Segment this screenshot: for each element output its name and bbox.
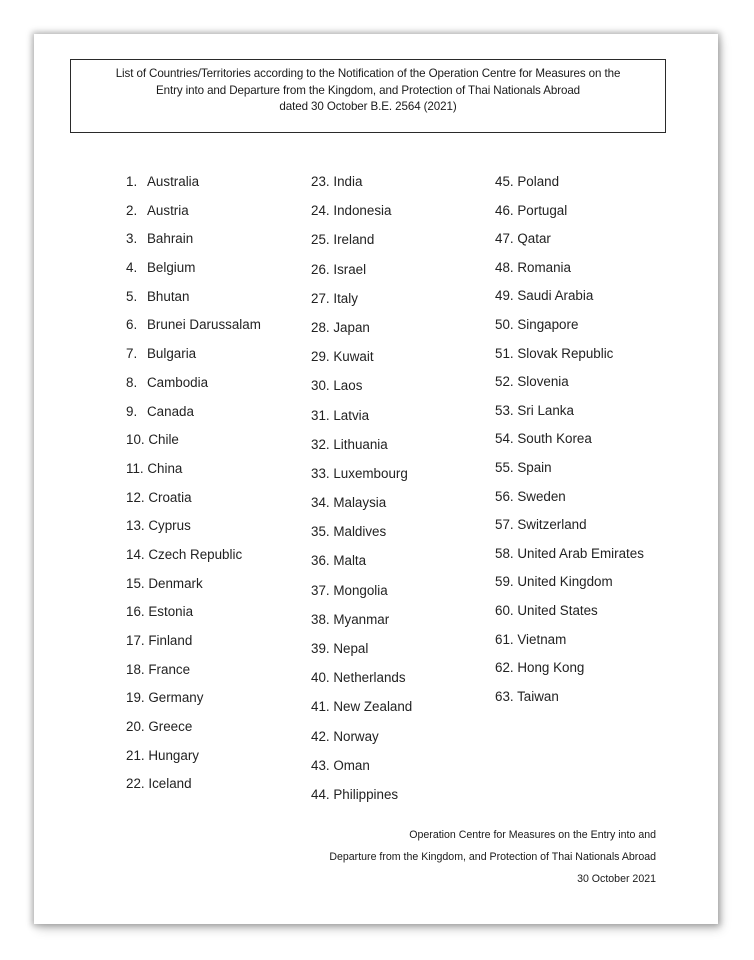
list-item bbox=[126, 260, 261, 289]
list-item bbox=[311, 583, 412, 612]
country-name: Japan bbox=[333, 319, 370, 335]
list-item bbox=[495, 231, 644, 260]
list-item bbox=[126, 633, 261, 662]
country-name: China bbox=[147, 460, 183, 476]
country-name: Ireland bbox=[333, 232, 375, 248]
item-number: 20. bbox=[126, 719, 145, 735]
item-number: 46. bbox=[495, 202, 514, 218]
item-number: 42. bbox=[311, 728, 330, 744]
list-item bbox=[311, 553, 412, 582]
country-name: Cyprus bbox=[148, 518, 191, 534]
list-item bbox=[495, 431, 644, 460]
country-name: Laos bbox=[333, 378, 363, 394]
country-list-column-1 bbox=[126, 174, 261, 805]
list-item bbox=[495, 174, 644, 203]
country-name: Denmark bbox=[148, 575, 203, 591]
list-item bbox=[311, 320, 412, 349]
list-item bbox=[495, 260, 644, 289]
country-name: Slovenia bbox=[517, 374, 569, 390]
list-item bbox=[126, 375, 261, 404]
item-number: 57. bbox=[495, 517, 514, 533]
country-name: Malaysia bbox=[333, 495, 387, 511]
country-name: Austria bbox=[147, 202, 189, 218]
list-item bbox=[311, 174, 412, 203]
item-number: 8. bbox=[126, 374, 138, 390]
item-number: 33. bbox=[311, 465, 330, 481]
list-item bbox=[311, 641, 412, 670]
footer-line-1: Operation Centre for Measures on the Entry into and bbox=[409, 829, 656, 841]
list-item bbox=[311, 787, 412, 816]
country-name: Switzerland bbox=[517, 517, 587, 533]
country-name: Chile bbox=[148, 432, 179, 448]
country-name: Indonesia bbox=[333, 203, 392, 219]
country-name: Bahrain bbox=[147, 231, 194, 247]
item-number: 55. bbox=[495, 459, 514, 475]
list-item bbox=[311, 612, 412, 641]
country-name: Singapore bbox=[517, 316, 579, 332]
country-name: Mongolia bbox=[333, 582, 388, 598]
country-name: India bbox=[333, 174, 363, 189]
item-number: 36. bbox=[311, 553, 330, 569]
country-name: United Kingdom bbox=[517, 574, 613, 590]
country-name: Slovak Republic bbox=[517, 345, 614, 361]
item-number: 47. bbox=[495, 231, 514, 247]
country-name: Qatar bbox=[517, 231, 551, 247]
item-number: 23. bbox=[311, 174, 330, 189]
country-name: Norway bbox=[333, 728, 379, 744]
country-name: South Korea bbox=[517, 431, 592, 447]
country-name: New Zealand bbox=[333, 699, 413, 715]
item-number: 7. bbox=[126, 346, 138, 362]
list-item bbox=[495, 403, 644, 432]
list-item bbox=[495, 660, 644, 689]
item-number: 54. bbox=[495, 431, 514, 447]
country-name: Hungary bbox=[148, 747, 199, 763]
item-number: 59. bbox=[495, 574, 514, 590]
list-item bbox=[126, 690, 261, 719]
country-name: Sri Lanka bbox=[517, 402, 574, 418]
item-number: 21. bbox=[126, 747, 145, 763]
list-item bbox=[311, 495, 412, 524]
title-line-1: List of Countries/Territories according to the Notification of the Operation Centre for Measures on the bbox=[115, 67, 621, 80]
item-number: 35. bbox=[311, 524, 330, 540]
country-list-column-2 bbox=[311, 174, 412, 816]
country-name: Romania bbox=[517, 259, 571, 275]
country-name: Taiwan bbox=[517, 688, 559, 704]
item-number: 30. bbox=[311, 378, 330, 394]
list-item bbox=[126, 748, 261, 777]
country-name: Saudi Arabia bbox=[517, 288, 594, 304]
list-item bbox=[126, 461, 261, 490]
list-item bbox=[126, 317, 261, 346]
list-item bbox=[126, 203, 261, 232]
item-number: 19. bbox=[126, 690, 145, 706]
list-item bbox=[311, 524, 412, 553]
item-number: 4. bbox=[126, 260, 138, 276]
item-number: 28. bbox=[311, 319, 330, 335]
list-item bbox=[495, 288, 644, 317]
country-name: Netherlands bbox=[333, 670, 406, 686]
country-name: Latvia bbox=[333, 407, 370, 423]
country-name: Croatia bbox=[148, 489, 192, 505]
item-number: 43. bbox=[311, 757, 330, 773]
item-number: 3. bbox=[126, 231, 138, 247]
country-name: Maldives bbox=[333, 524, 387, 540]
list-item bbox=[126, 490, 261, 519]
item-number: 50. bbox=[495, 316, 514, 332]
item-number: 18. bbox=[126, 661, 145, 677]
country-name: Finland bbox=[148, 633, 193, 648]
list-item bbox=[126, 604, 261, 633]
country-name: Nepal bbox=[333, 641, 369, 656]
item-number: 40. bbox=[311, 670, 330, 686]
country-name: Spain bbox=[517, 459, 552, 475]
item-number: 24. bbox=[311, 203, 330, 219]
country-name: Italy bbox=[333, 290, 358, 306]
item-number: 37. bbox=[311, 582, 330, 598]
country-name: Myanmar bbox=[333, 611, 390, 627]
item-number: 9. bbox=[126, 403, 138, 419]
country-name: Canada bbox=[147, 403, 194, 419]
item-number: 14. bbox=[126, 546, 145, 562]
list-item bbox=[495, 346, 644, 375]
list-item bbox=[495, 460, 644, 489]
item-number: 61. bbox=[495, 631, 514, 647]
list-item bbox=[495, 489, 644, 518]
country-name: Estonia bbox=[148, 604, 194, 620]
list-item bbox=[495, 317, 644, 346]
item-number: 2. bbox=[126, 202, 138, 218]
country-name: Cambodia bbox=[147, 374, 209, 390]
list-item bbox=[311, 670, 412, 699]
list-item bbox=[126, 174, 261, 203]
country-name: Philippines bbox=[333, 786, 399, 802]
item-number: 62. bbox=[495, 660, 514, 676]
list-item bbox=[126, 231, 261, 260]
item-number: 15. bbox=[126, 575, 145, 591]
item-number: 56. bbox=[495, 488, 514, 504]
item-number: 22. bbox=[126, 776, 145, 792]
country-name: Bulgaria bbox=[147, 346, 197, 362]
item-number: 39. bbox=[311, 641, 330, 656]
list-item bbox=[495, 517, 644, 546]
list-item bbox=[495, 574, 644, 603]
list-item bbox=[311, 758, 412, 787]
list-item bbox=[126, 404, 261, 433]
country-name: Portugal bbox=[517, 202, 568, 218]
item-number: 63. bbox=[495, 688, 514, 704]
country-name: Czech Republic bbox=[148, 546, 243, 562]
country-name: Luxembourg bbox=[333, 465, 408, 481]
country-name: Greece bbox=[148, 719, 193, 735]
item-number: 5. bbox=[126, 288, 138, 304]
title-line-2: Entry into and Departure from the Kingdom, and Protection of Thai Nationals Abroad bbox=[155, 83, 581, 97]
list-item bbox=[311, 203, 412, 232]
item-number: 31. bbox=[311, 407, 330, 423]
country-name: United States bbox=[517, 602, 598, 618]
list-item bbox=[126, 518, 261, 547]
country-name: Germany bbox=[148, 690, 204, 706]
country-name: Iceland bbox=[148, 776, 192, 792]
item-number: 53. bbox=[495, 402, 514, 418]
list-item bbox=[311, 291, 412, 320]
list-item bbox=[495, 546, 644, 575]
list-item bbox=[311, 437, 412, 466]
item-number: 1. bbox=[126, 174, 138, 189]
item-number: 16. bbox=[126, 604, 145, 620]
item-number: 52. bbox=[495, 374, 514, 390]
list-item bbox=[495, 203, 644, 232]
country-name: Oman bbox=[333, 757, 370, 773]
item-number: 44. bbox=[311, 786, 330, 802]
item-number: 26. bbox=[311, 261, 330, 277]
country-name: Israel bbox=[333, 261, 367, 277]
list-item bbox=[126, 289, 261, 318]
list-item bbox=[495, 603, 644, 632]
item-number: 58. bbox=[495, 545, 514, 561]
country-name: France bbox=[148, 661, 191, 677]
list-item bbox=[311, 466, 412, 495]
country-name: Malta bbox=[333, 553, 367, 569]
country-name: Australia bbox=[147, 174, 200, 189]
item-number: 60. bbox=[495, 602, 514, 618]
list-item bbox=[126, 432, 261, 461]
item-number: 25. bbox=[311, 232, 330, 248]
item-number: 12. bbox=[126, 489, 145, 505]
item-number: 51. bbox=[495, 345, 514, 361]
country-name: Kuwait bbox=[333, 349, 374, 365]
list-item bbox=[311, 232, 412, 261]
item-number: 49. bbox=[495, 288, 514, 304]
list-item bbox=[311, 729, 412, 758]
item-number: 41. bbox=[311, 699, 330, 715]
country-name: Sweden bbox=[517, 488, 566, 504]
item-number: 45. bbox=[495, 174, 514, 189]
item-number: 11. bbox=[126, 460, 144, 476]
item-number: 17. bbox=[126, 633, 145, 648]
list-item bbox=[311, 262, 412, 291]
title-line-3: dated 30 October B.E. 2564 (2021) bbox=[279, 100, 457, 113]
country-list-column-3 bbox=[495, 174, 644, 717]
country-name: Belgium bbox=[147, 260, 196, 276]
item-number: 32. bbox=[311, 436, 330, 452]
list-item bbox=[495, 632, 644, 661]
list-item bbox=[495, 374, 644, 403]
country-name: Hong Kong bbox=[517, 660, 585, 676]
list-item bbox=[311, 378, 412, 407]
list-item bbox=[126, 346, 261, 375]
document-page bbox=[34, 34, 718, 924]
list-item bbox=[495, 689, 644, 718]
country-name: Lithuania bbox=[333, 436, 388, 452]
list-item bbox=[311, 699, 412, 728]
list-item bbox=[126, 719, 261, 748]
country-name: United Arab Emirates bbox=[517, 545, 644, 561]
item-number: 10. bbox=[126, 432, 145, 448]
item-number: 34. bbox=[311, 495, 330, 511]
country-name: Vietnam bbox=[517, 631, 567, 647]
footer-line-2: Departure from the Kingdom, and Protection of Thai Nationals Abroad bbox=[329, 851, 656, 863]
item-number: 48. bbox=[495, 259, 514, 275]
item-number: 13. bbox=[126, 518, 145, 534]
list-item bbox=[126, 547, 261, 576]
list-item bbox=[126, 662, 261, 691]
issuer-signature-block bbox=[329, 824, 656, 890]
country-name: Bhutan bbox=[147, 288, 190, 304]
country-name: Brunei Darussalam bbox=[147, 317, 261, 333]
item-number: 29. bbox=[311, 349, 330, 365]
item-number: 6. bbox=[126, 317, 138, 333]
item-number: 27. bbox=[311, 290, 330, 306]
document-title-box bbox=[70, 59, 666, 133]
item-number: 38. bbox=[311, 611, 330, 627]
list-item bbox=[311, 349, 412, 378]
footer-date: 30 October 2021 bbox=[577, 873, 656, 885]
list-item bbox=[126, 776, 261, 805]
list-item bbox=[126, 576, 261, 605]
list-item bbox=[311, 408, 412, 437]
country-name: Poland bbox=[517, 174, 560, 189]
